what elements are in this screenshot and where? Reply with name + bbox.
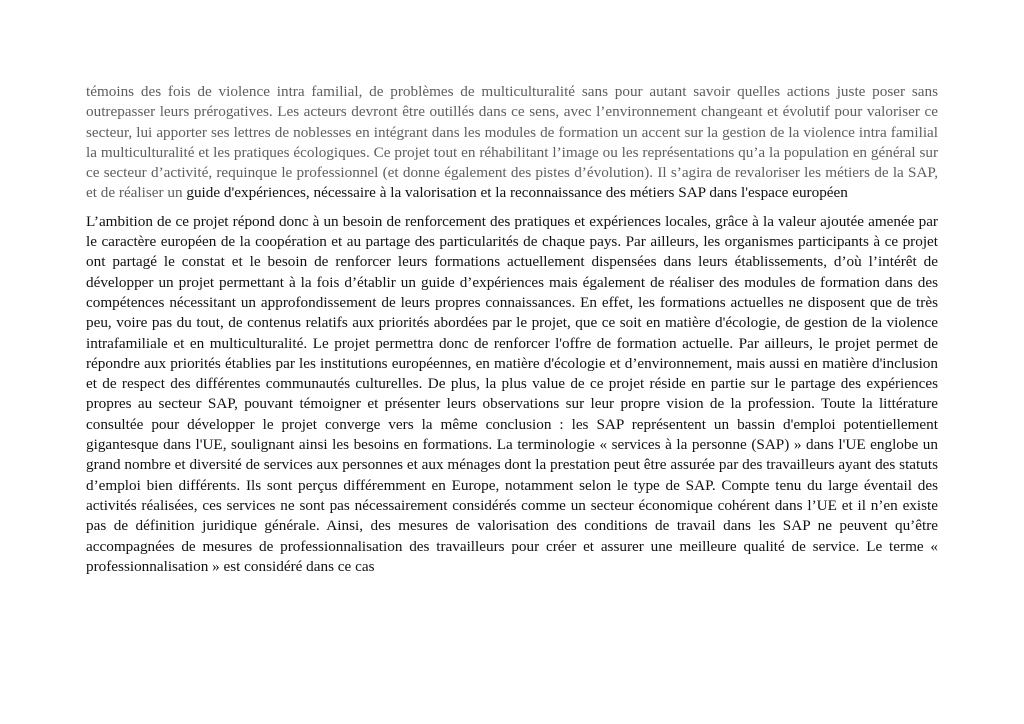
paragraph-2: L’ambition de ce projet répond donc à un besoin de renforcement des pratiques et expériences locales, grâce à la valeur ajoutée amenée par le caractère européen de la coopération et au partage des particularités de chaque pays. Par ailleurs, les organismes participants à ce projet ont partagé le constat et le besoin de renforcer leurs formations actuellement dispensées dans leurs établissements, d’où l’intérêt de développer un projet permettant à la fois d’établir un guide d’expériences mais également de réaliser des modules de formation dans des compétences nécessitant un approfondissement de leurs propres connaissances. En effet, les formations actuelles ne disposent que de très peu, voire pas du tout, de contenus relatifs aux priorités abordées par le projet, que ce soit en matière d'écologie, de gestion de la violence intrafamiliale et en multiculturalité. Le projet permettra donc de renforcer l'offre de formation actuelle. Par ailleurs, le projet permet de répondre aux priorités établies par les institutions européennes, en matière d'écologie et d’environnement, mais aussi en matière d'inclusion et de respect des différentes communautés culturelles. De plus, la plus value de ce projet réside en partie sur le partage des expériences propres au secteur SAP, pouvant témoigner et présenter leurs observations sur leur propre vision de la profession. Toute la littérature consultée pour développer le projet converge vers la même conclusion : les SAP représentent un bassin d'emploi potentiellement gigantesque dans l'UE, soulignant ainsi les besoins en formations. La terminologie « services à la personne (SAP) » dans l'UE englobe un grand nombre et diversité de services aux personnes et aux ménages dont la prestation peut être assurée par des travailleurs ayant des statuts d’emploi bien différents. Ils sont perçus différemment en Europe, notamment selon le type de SAP. Compte tenu du large éventail des activités réalisées, ces services ne sont pas nécessairement considérés comme un secteur économique cohérent dans l’UE et il n’en existe pas de définition juridique générale. Ainsi, des mesures de valorisation des conditions de travail dans les SAP ne peuvent qu’être accompagnées de mesures de professionnalisation des travailleurs pour créer et assurer une meilleure qualité de service. Le terme « professionnalisation » est considéré dans ce cas: [86, 212, 938, 575]
paragraph-1-dark-text: guide d'expériences, nécessaire à la valorisation et la reconnaissance des métiers SAP dans l'espace européen: [182, 184, 848, 202]
paragraph-1: [86, 82, 938, 204]
paragraph-1-grey-text: témoins des fois de violence intra familial, de problèmes de multiculturalité sans pour autant savoir quelles actions juste poser sans outrepasser leurs prérogatives. Les acteurs devront être outillés dans ce sens, avec l’environnement changeant et évolutif pour valoriser ce secteur, lui apporter ses lettres de noblesses en intégrant dans les modules de formation un accent sur la gestion de la violence intra familial la multiculturalité et les pratiques écologiques. Ce projet tout en réhabilitant l’image ou les représentations qu’a la population en général sur ce secteur d’activité, requinque le professionnel (et donne également des pistes d’évolution). Il s’agira de revaloriser les métiers de la SAP, et de réaliser un: [86, 83, 938, 202]
document-page: [86, 82, 938, 577]
